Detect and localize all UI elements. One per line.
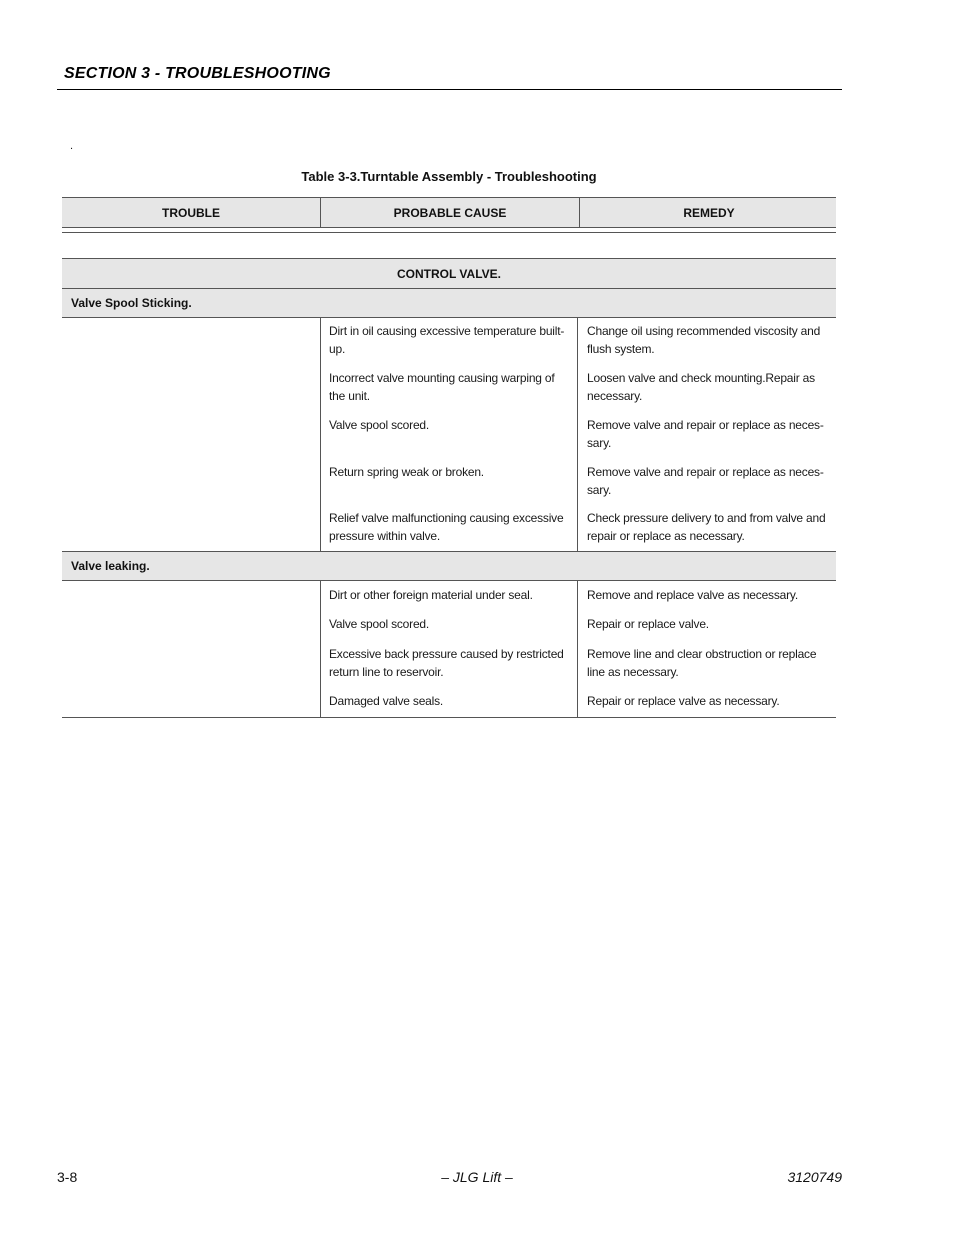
column-trouble: TROUBLE (62, 198, 321, 227)
cause-cell: Relief valve malfunctioning causing excessive pressure within valve. (329, 511, 564, 543)
cause-cell: Dirt or other foreign material under seal. (329, 588, 533, 602)
header-double-rule (62, 228, 836, 233)
table-column-header (62, 197, 836, 228)
stray-mark: . (70, 140, 74, 152)
footer-brand: – JLG Lift – (441, 1169, 513, 1185)
remedy-cell: Remove and replace valve as necessary. (587, 588, 798, 602)
trouble-heading: Valve Spool Sticking. (62, 288, 836, 318)
group-title-control-valve: CONTROL VALVE. (62, 258, 836, 289)
cause-cell: Valve spool scored. (329, 418, 430, 432)
page-number: 3-8 (57, 1169, 78, 1185)
cause-cell: Valve spool scored. (329, 617, 430, 631)
header-rule (57, 89, 842, 90)
document-number: 3120749 (787, 1169, 842, 1185)
trouble-cell (62, 318, 321, 551)
remedy-cell: Repair or replace valve. (587, 617, 709, 631)
remedy-cell: Check pressure delivery to and from valve and repair or replace as necessary. (587, 511, 826, 543)
cause-cell: Return spring weak or broken. (329, 465, 484, 479)
remedy-cell: Remove line and clear obstruction or replace line as necessary. (587, 647, 817, 679)
remedy-cell: Change oil using recommended viscosity and flush system. (587, 324, 821, 356)
table-title: Table 3-3.Turntable Assembly - Troubleshooting (301, 169, 597, 184)
trouble-cell (62, 581, 321, 717)
remedy-cell: Remove valve and repair or replace as neces-sary. (587, 465, 824, 497)
remedy-cell: Loosen valve and check mounting.Repair as necessary. (587, 371, 815, 403)
trouble-heading: Valve leaking. (62, 551, 836, 581)
cause-cell: Damaged valve seals. (329, 694, 444, 708)
remedy-cell: Repair or replace valve as necessary. (587, 694, 780, 708)
column-probable-cause: PROBABLE CAUSE (321, 198, 580, 227)
remedy-cell: Remove valve and repair or replace as neces-sary. (587, 418, 824, 450)
section-title: SECTION 3 - TROUBLESHOOTING (64, 65, 331, 82)
cause-cell: Incorrect valve mounting causing warping of the unit. (329, 371, 555, 403)
cause-cell: Dirt in oil causing excessive temperature built-up. (329, 324, 565, 356)
column-remedy: REMEDY (683, 205, 735, 220)
cause-cell: Excessive back pressure caused by restricted return line to reservoir. (329, 647, 564, 679)
